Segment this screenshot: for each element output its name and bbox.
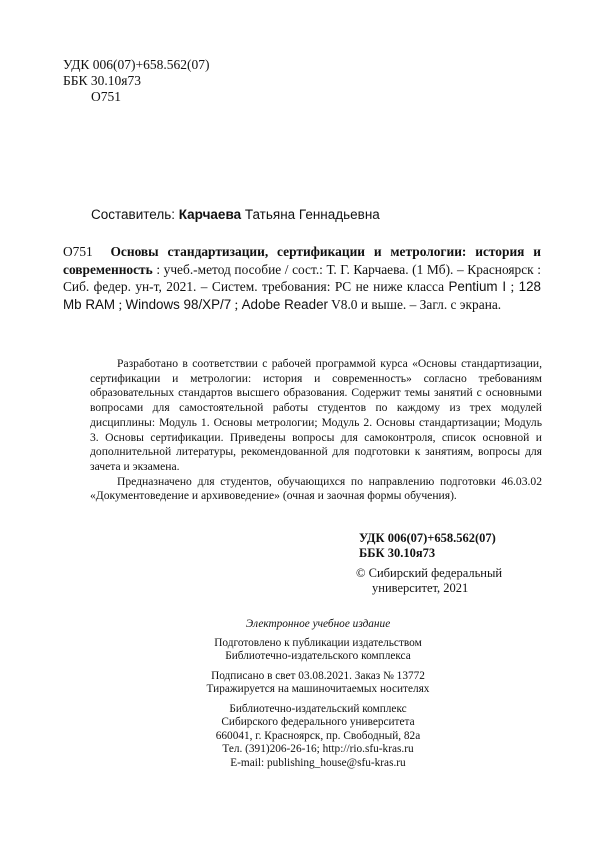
bib-details: : учеб.-метод пособие / сост.: Т. Г. Карчаева. (1 Мб). – Красноярск : Сиб. федер. ун-т, 2021. – Систем. требования: PC не ниже класса: [63, 261, 541, 295]
footer-udk-code: УДК 006(07)+658.562(07): [359, 531, 496, 545]
abstract-description: Разработано в соответствии с рабочей программой курса «Основы стандартизации, сертификации и метрологии: история и современность» согласно требованиям образовательных стандартов высшего образования. Содержит темы занятий с основными вопросами для самостоятельной работы студентов по каждому из трех модулей дисциплины: Модуль 1. Основы метрологии; Модуль 2. Основы стандартизации; Модуль 3. Основы сертификации. Приведены вопросы для самоконтроля, список основной и дополнительной литературы, рекомендованной для подготовки к занятиям, вопросы для зачета и экзамена.: [90, 357, 542, 473]
imprint-block: [196, 618, 440, 770]
udk-code: УДК 006(07)+658.562(07): [63, 57, 210, 72]
bib-author-mark: О751: [63, 244, 93, 259]
bibliographic-record: [63, 243, 541, 313]
edition-type: Электронное учебное издание: [245, 618, 391, 630]
bib-requirement-cpu: Pentium I: [448, 279, 507, 295]
footer-classification-codes: [359, 531, 496, 561]
footer-bbk-code: ББК 30.10я73: [359, 546, 436, 560]
publisher-line-2: Сибирского федерального университета: [221, 716, 415, 728]
bib-title: Основы стандартизации, сертификации и метрологии: история и современность: [63, 244, 541, 277]
publisher-line-1: Библиотечно-издательский комплекс: [229, 702, 407, 715]
compiler-prefix: Составитель:: [91, 207, 179, 222]
bib-separator: ;: [231, 296, 242, 312]
copyright-notice: [356, 566, 502, 596]
prepared-line-2: Библиотечно-издательского комплекса: [225, 650, 411, 662]
publisher-email: E-mail: publishing_house@sfu-kras.ru: [230, 756, 406, 769]
bib-requirement-reader: Adobe Reader: [241, 296, 328, 312]
bib-separator: ;: [115, 296, 126, 312]
bbk-code: ББК 30.10я73: [63, 73, 141, 88]
prepared-line-1: Подготовлено к публикации издательством: [214, 636, 422, 649]
copies-line: Тиражируется на машиночитаемых носителях: [206, 683, 430, 695]
classification-codes: [63, 57, 210, 105]
bib-requirement-os: Windows 98/XP/7: [125, 296, 232, 312]
bib-details-end: V8.0 и выше. – Загл. с экрана.: [327, 296, 502, 312]
publisher-address: 660041, г. Красноярск, пр. Свободный, 82а: [215, 729, 421, 742]
publisher-phone: Тел. (391)206-26-16; http://rio.sfu-kras.ru: [222, 743, 414, 755]
compiler-given-names: Татьяна Геннадьевна: [241, 207, 380, 222]
abstract-audience: Предназначено для студентов, обучающихся по направлению подготовки 46.03.02 «Документоведение и архивоведение» (очная и заочная формы обучения).: [90, 474, 542, 503]
signed-line: Подписано в свет 03.08.2021. Заказ № 13772: [211, 669, 425, 682]
bib-requirement-ram: 128 Mb RAM: [63, 279, 541, 312]
author-mark: О751: [91, 89, 121, 104]
compiler-line: [91, 207, 380, 222]
compiler-surname: Карчаева: [178, 207, 242, 222]
abstract: [90, 357, 542, 504]
copyright-line-2: университет, 2021: [372, 581, 469, 595]
copyright-line-1: © Сибирский федеральный: [356, 566, 503, 580]
bib-separator: ;: [506, 279, 519, 295]
